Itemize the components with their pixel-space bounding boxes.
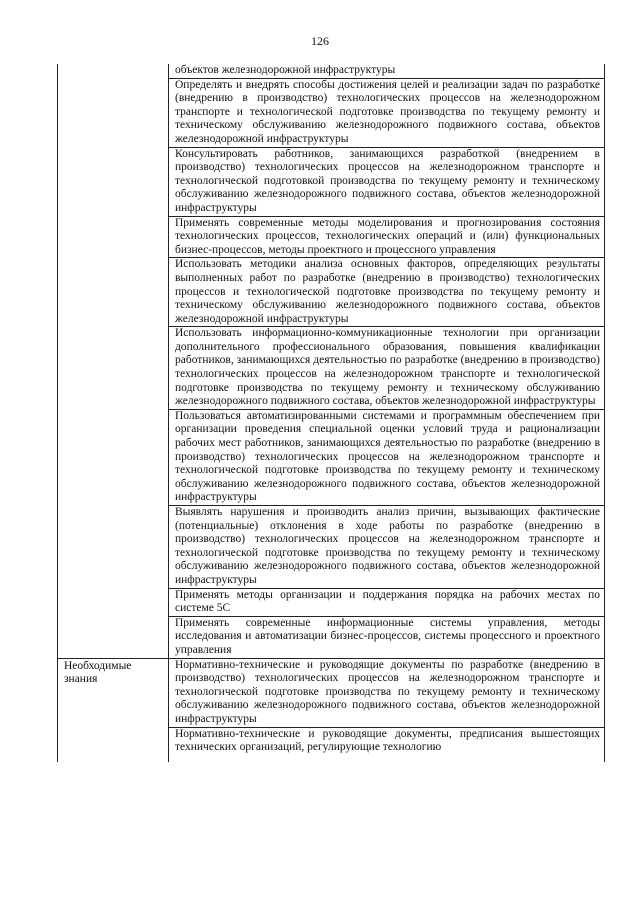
table-row — [58, 658, 605, 727]
skill-item: Применять современные информационные системы управления, методы исследования и автоматизации бизнес-процессов, системы процессного и проектного управления — [169, 616, 605, 658]
skills-label-cell — [58, 64, 169, 658]
skill-item: Выявлять нарушения и производить анализ причин, вызывающих фактические (потенциальные) отклонения в ходе работы по разработке (внедрению в производство) технологических процессов на железнодорожном транспорте и технологической подготовке производства по текущему ремонту и техническому обслуживанию железнодорожного подвижного состава, объектов железнодорожной инфраструктуры — [169, 506, 605, 589]
knowledge-item: Нормативно-технические и руководящие документы по разработке (внедрению в производство) технологических процессов на железнодорожном транспорте и технологической подготовке производства по текущему ремонту и техническому обслуживанию железнодорожного подвижного состава, объектов железнодорожной инфраструктуры — [169, 658, 605, 727]
page-number: 126 — [311, 34, 329, 48]
knowledge-item: Нормативно-технические и руководящие документы, предписания вышестоящих технических организаций, регулирующие технологию — [169, 727, 605, 762]
skill-item: объектов железнодорожной инфраструктуры — [169, 64, 605, 78]
skill-item: Пользоваться автоматизированными системами и программным обеспечением при организации проведения специальной оценки условий труда и рационализации рабочих мест работников, занимающихся деятельностью по разработке (внедрению в производство) технологических процессов на железнодорожном транспорте и технологической подготовке производства по текущему ремонту и техническому обслуживанию железнодорожного подвижного состава, объектов железнодорожной инфраструктуры — [169, 409, 605, 505]
skill-item: Использовать информационно-коммуникационные технологии при организации дополнительного профессионального образования, повышения квалификации работников, занимающихся деятельностью по разработке (внедрению в производство) технологических процессов на железнодорожном транспорте и технологической подготовке производства по текущему ремонту и техническому обслуживанию железнодорожного подвижного состава, объектов железнодорожной инфраструктуры — [169, 327, 605, 410]
knowledge-label-cell: Необходимые знания — [58, 658, 169, 761]
skill-item: Применять современные методы моделирования и прогнозирования состояния технологических процессов, технологических операций и (или) функциональных бизнес-процессов, методы проектного и процессного управления — [169, 216, 605, 258]
competency-table — [57, 64, 605, 762]
skill-item: Применять методы организации и поддержания порядка на рабочих местах по системе 5С — [169, 588, 605, 616]
skill-item: Консультировать работников, занимающихся разработкой (внедрением в производство) технологических процессов на железнодорожном транспорте и технологической подготовкой производства по текущему ремонту и техническому обслуживанию железнодорожного подвижного состава, объектов железнодорожной инфраструктуры — [169, 147, 605, 216]
table-row — [58, 64, 605, 78]
skill-item: Использовать методики анализа основных факторов, определяющих результаты выполненных работ по разработке (внедрению в производство) технологических процессов и технологической подготовке производства по текущему ремонту и техническому обслуживанию железнодорожного подвижного состава, объектов железнодорожной инфраструктуры — [169, 258, 605, 327]
skill-item: Определять и внедрять способы достижения целей и реализации задач по разработке (внедрению в производство) технологических процессов на железнодорожном транспорте и технологической подготовке производства по текущему ремонту и техническому обслуживанию железнодорожного подвижного состава, объектов железнодорожной инфраструктуры — [169, 78, 605, 147]
